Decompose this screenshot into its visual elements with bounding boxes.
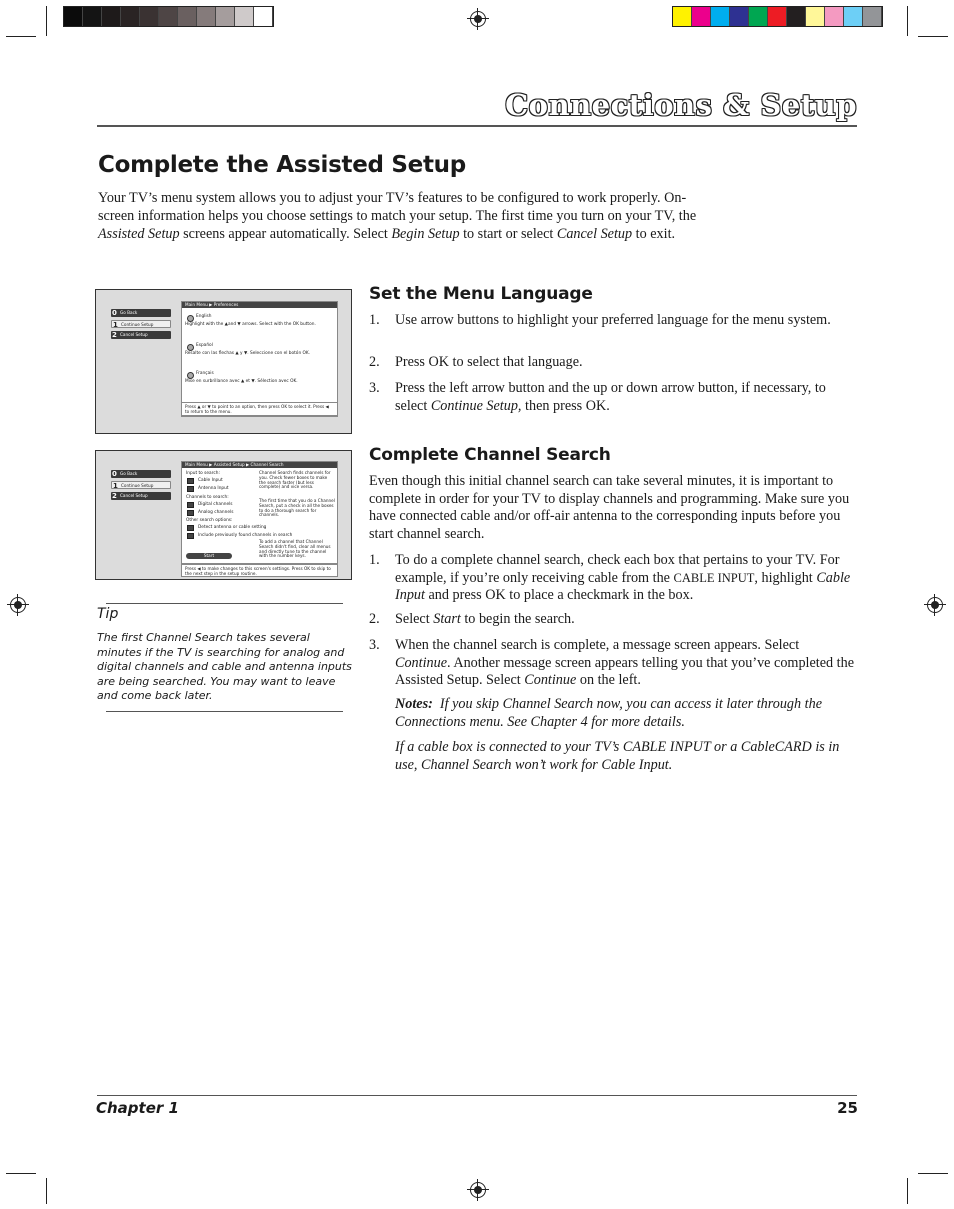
color-swatch <box>844 7 863 26</box>
other-option: Detect antenna or cable setting <box>198 525 267 530</box>
channel-option: Digital channels <box>198 502 233 507</box>
input-option: Antenna Input <box>198 486 229 491</box>
grayscale-color-bar <box>63 6 274 27</box>
text-run: screens appear automatically. Select <box>179 225 392 242</box>
step-number: 3. <box>369 380 380 396</box>
screen2-panel <box>181 461 338 564</box>
chapter-label: Chapter 1 <box>96 1099 179 1117</box>
emphasis: Continue Setup, <box>430 397 522 414</box>
tip-label: Tip <box>97 606 119 622</box>
checkbox-icon <box>187 525 194 531</box>
globe-icon <box>187 315 194 322</box>
registration-mark-icon <box>470 11 486 27</box>
text-run: To do a complete channel search, check each box that pertains to your TV. For example, if you’re only receiving cable from the <box>395 552 840 586</box>
color-swatch <box>83 7 102 26</box>
text-run: Press the left arrow button and the up or down arrow button, if necessary, to select <box>395 380 826 414</box>
color-swatch <box>64 7 83 26</box>
language-description: Highlight with the ▲and ▼ arrows. Select with the OK button. <box>185 322 316 327</box>
language-option: English <box>196 314 212 319</box>
step-text <box>395 312 857 330</box>
notes-label: Notes: <box>395 696 433 712</box>
text-run: Select <box>395 611 434 627</box>
text-run: to start or select <box>459 225 557 242</box>
step-text <box>395 552 857 605</box>
text-run: to begin the search. <box>460 611 575 627</box>
process-color-bar <box>672 6 883 27</box>
input-option: Cable Input <box>198 478 223 483</box>
button-number: 1 <box>113 482 118 490</box>
color-swatch <box>825 7 844 26</box>
color-swatch <box>102 7 121 26</box>
button-label: Continue Setup <box>121 322 154 327</box>
color-swatch <box>711 7 730 26</box>
emphasis: Continue <box>395 654 448 671</box>
button-label: Go Back <box>120 471 138 476</box>
color-swatch <box>749 7 768 26</box>
other-option: Include previously found channels in search <box>198 533 293 538</box>
step-text <box>395 380 857 415</box>
emphasis: Cable Input <box>395 569 851 603</box>
note-1 <box>395 696 865 731</box>
info-text-3: To add a channel that Channel Search didn't find, clear all menus and directly tune to the channel with the number keys. <box>259 539 331 559</box>
emphasis: Continue <box>524 672 577 688</box>
step-number: 1. <box>369 552 380 568</box>
text-run: then press OK. <box>521 397 610 414</box>
screen1-breadcrumb: Main Menu ▶ Preferences <box>182 302 337 308</box>
globe-icon <box>187 372 194 379</box>
language-option: Français <box>196 371 214 376</box>
menu-language-heading: Set the Menu Language <box>369 284 593 304</box>
color-swatch <box>159 7 178 26</box>
channel-search-heading: Complete Channel Search <box>369 445 611 465</box>
channel-search-screenshot <box>95 450 352 580</box>
header-rule <box>97 125 857 127</box>
screen2-breadcrumb: Main Menu ▶ Assisted Setup ▶ Channel Search <box>182 462 337 468</box>
menu-language-screenshot <box>95 289 352 434</box>
step-text <box>395 611 857 629</box>
step-number: 2. <box>369 354 380 370</box>
button-number: 2 <box>112 492 117 500</box>
screen-menu-button <box>111 492 171 500</box>
color-swatch <box>178 7 197 26</box>
note-2: If a cable box is connected to your TV’s CABLE INPUT or a CableCARD is in use, Channel Search won’t work for Cable Input. <box>395 739 840 773</box>
step-text <box>395 637 857 690</box>
language-description: Resalte con las flechas ▲ y ▼. Seleccione con el botón OK. <box>185 351 311 356</box>
language-description: Mise en surbrillance avec ▲ et ▼. Sélection avec OK. <box>185 379 298 384</box>
emphasis: Start <box>433 611 461 627</box>
text-run: on the left. <box>576 672 641 688</box>
emphasis: Assisted Setup <box>98 225 180 242</box>
small-caps-term: CABLE INPUT <box>673 570 755 585</box>
text-run: When the channel search is complete, a message screen appears. Select <box>395 637 800 653</box>
channel-option: Analog channels <box>198 510 234 515</box>
button-number: 0 <box>112 470 117 478</box>
emphasis: Cancel Setup <box>556 225 633 242</box>
button-number: 2 <box>112 331 117 339</box>
screen-menu-button <box>111 309 171 317</box>
color-swatch <box>197 7 216 26</box>
tip-text: The first Channel Search takes several minutes if the TV is searching for analog and digital channels and cable and antenna inputs are being searched. You may want to leave and come back later. <box>97 631 352 703</box>
button-label: Go Back <box>120 310 138 315</box>
checkbox-icon <box>187 486 194 492</box>
color-swatch <box>863 7 882 26</box>
button-number: 1 <box>113 321 118 329</box>
start-button: Start <box>186 553 232 559</box>
section-title: Connections & Setup <box>505 88 857 122</box>
info-text-2: The first time that you do a Channel Search, put a check in all the boxes to do a thorough search for channels. <box>259 498 335 518</box>
checkbox-icon <box>187 502 194 508</box>
other-label: Other search options: <box>186 518 233 523</box>
screen1-help: Press ▲ or ▼ to point to an option, then press OK to select it. Press ◀ to return to the menu. <box>181 402 338 416</box>
color-swatch <box>216 7 235 26</box>
registration-mark-icon <box>470 1182 486 1198</box>
text-run: Press OK to select that language. <box>395 354 583 370</box>
channel-search-intro: Even though this initial channel search can take several minutes, it is important to complete in order for your TV to display channels and programming. Make sure you have connected cable and/or off-air antenna to the corresponding inputs before you start channel search. <box>369 473 850 542</box>
tip-rule-bottom <box>106 711 343 712</box>
screen-menu-button <box>111 320 171 328</box>
language-option: Español <box>196 343 213 348</box>
text-run: Use arrow buttons to highlight your preferred language for the menu system. <box>395 312 831 328</box>
button-label: Continue Setup <box>121 483 154 488</box>
note-1-text: If you skip Channel Search now, you can access it later through the Connections menu. See Chapter 4 for more details. <box>395 696 822 730</box>
text-run: , highlight <box>754 569 817 586</box>
intro-paragraph <box>98 190 698 243</box>
color-swatch <box>768 7 787 26</box>
emphasis: Begin Setup <box>391 225 460 242</box>
footer-rule <box>97 1095 857 1096</box>
info-text-1: Channel Search finds channels for you. Check fewer boxes to make the search faster (but less complete) and vice versa. <box>259 470 331 490</box>
color-swatch <box>673 7 692 26</box>
button-label: Cancel Setup <box>120 332 148 337</box>
checkbox-icon <box>187 510 194 516</box>
tip-rule-top <box>106 603 343 604</box>
screen-menu-button <box>111 470 171 478</box>
button-label: Cancel Setup <box>120 493 148 498</box>
text-run: Your TV’s menu system allows you to adjust your TV’s features to be configured to work properly. On-screen information helps you choose settings to match your setup. The first time you turn on your TV, the <box>98 190 697 224</box>
button-number: 0 <box>112 309 117 317</box>
screen1-panel <box>181 301 338 417</box>
screen-menu-button <box>111 331 171 339</box>
color-swatch <box>254 7 273 26</box>
color-swatch <box>806 7 825 26</box>
step-number: 3. <box>369 637 380 653</box>
color-swatch <box>730 7 749 26</box>
registration-mark-icon <box>10 597 26 613</box>
page-number: 25 <box>837 1099 858 1117</box>
color-swatch <box>787 7 806 26</box>
text-run: . Another message screen appears telling you that you’ve completed the Assisted Setup. Select <box>395 654 854 688</box>
step-text <box>395 354 857 372</box>
registration-mark-icon <box>927 597 943 613</box>
color-swatch <box>235 7 254 26</box>
checkbox-icon <box>187 533 194 539</box>
step-number: 2. <box>369 611 380 627</box>
text-run: and press OK to place a checkmark in the box. <box>424 587 694 603</box>
page-title: Complete the Assisted Setup <box>98 152 466 178</box>
globe-icon <box>187 344 194 351</box>
color-swatch <box>140 7 159 26</box>
channels-label: Channels to search: <box>186 495 229 500</box>
text-run: to exit. <box>632 225 676 242</box>
color-swatch <box>121 7 140 26</box>
checkbox-icon <box>187 478 194 484</box>
input-label: Input to search: <box>186 471 220 476</box>
color-swatch <box>692 7 711 26</box>
screen-menu-button <box>111 481 171 489</box>
step-number: 1. <box>369 312 380 328</box>
screen2-help: Press ◀ to make changes to this screen's settings. Press OK to skip to the next step in the setup routine. <box>181 564 338 577</box>
